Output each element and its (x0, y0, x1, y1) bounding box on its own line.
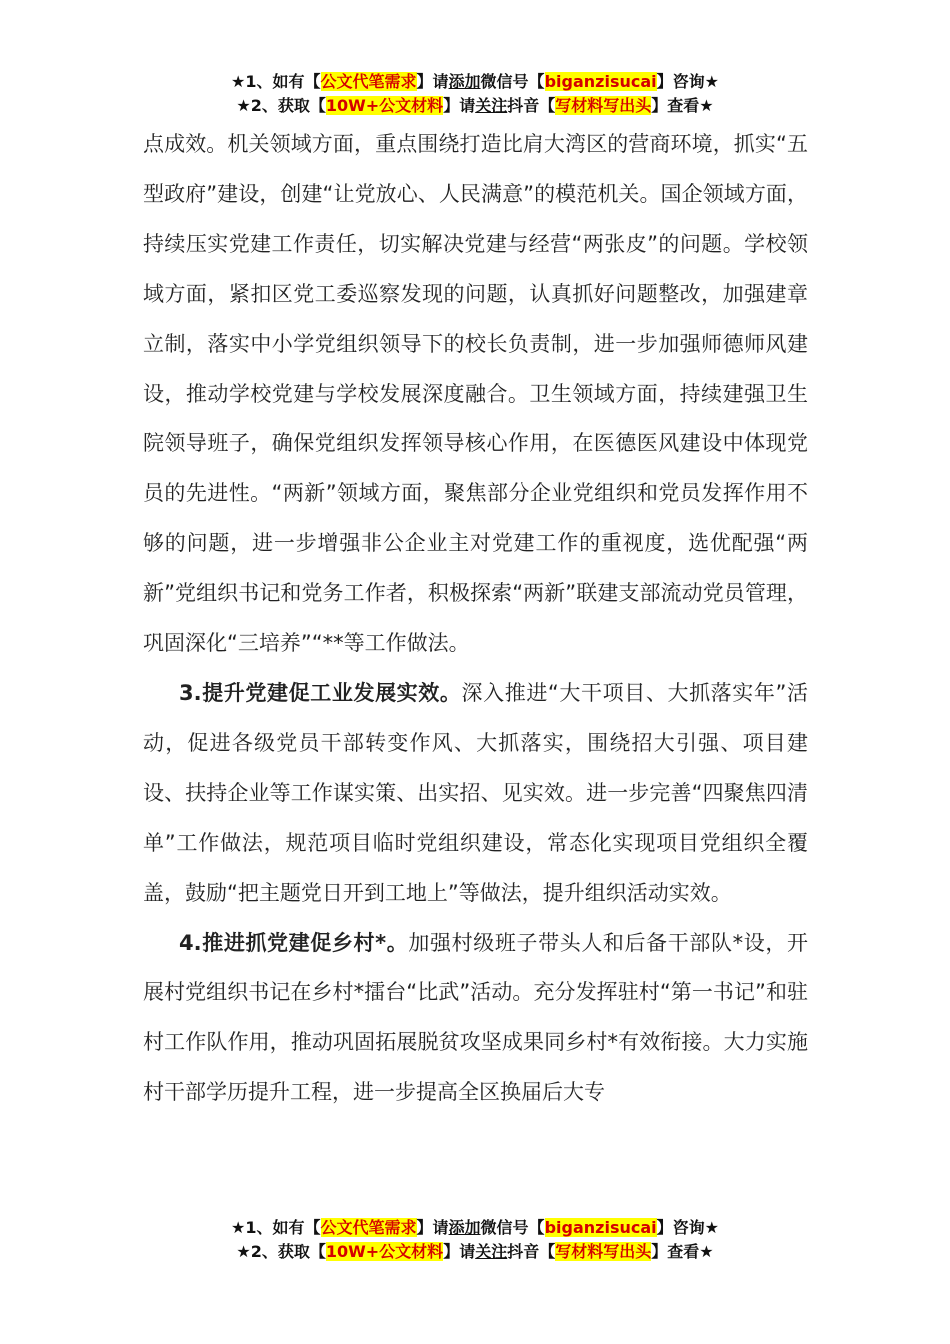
banner-text: ★1、如有【 (231, 72, 321, 91)
highlight-douyin-account: 写材料写出头 (555, 96, 652, 115)
banner-line-2 (0, 94, 950, 118)
banner-text: 】咨询★ (656, 1218, 719, 1237)
banner-line-1 (0, 1216, 950, 1240)
banner-underlined-text: 关注 (475, 96, 508, 115)
banner-underlined-text: 关注 (475, 1242, 508, 1261)
document-body (143, 120, 808, 1118)
paragraph-industry (143, 669, 808, 919)
banner-text: ★1、如有【 (231, 1218, 321, 1237)
paragraph-continuation: 点成效。机关领域方面，重点围绕打造比肩大湾区的营商环境，抓实“五型政府”建设，创建“让党放心、人民满意”的模范机关。国企领域方面，持续压实党建工作责任，切实解决党建与经营“两张皮”的问题。学校领域方面，紧扣区党工委巡察发现的问题，认真抓好问题整改，加强建章立制，落实中小学党组织领导下的校长负责制，进一步加强师德师风建设，推动学校党建与学校发展深度融合。卫生领域方面，持续建强卫生院领导班子，确保党组织发挥领导核心作用，在医德医风建设中体现党员的先进性。“两新”领域方面，聚焦部分企业党组织和党员发挥作用不够的问题，进一步增强非公企业主对党建工作的重视度，选优配强“两新”党组织书记和党务工作者，积极探索“两新”联建支部流动党员管理，巩固深化“三培养”“**等工作做法。 (143, 132, 808, 656)
highlight-materials: 10W+公文材料 (325, 96, 444, 115)
highlight-service: 公文代笔需求 (320, 1218, 417, 1237)
paragraph-heading: 3.提升党建促工业发展实效。 (179, 680, 462, 705)
banner-text: 抖音【 (507, 96, 556, 115)
footer-banner (0, 1216, 950, 1264)
highlight-service: 公文代笔需求 (320, 72, 417, 91)
banner-text: 】查看★ (651, 96, 714, 115)
banner-text: 】请 (416, 1218, 449, 1237)
banner-line-2 (0, 1240, 950, 1264)
banner-text: 】咨询★ (656, 72, 719, 91)
banner-text: 】请 (443, 1242, 476, 1261)
banner-text: ★2、获取【 (236, 1242, 326, 1261)
paragraph-rural (143, 919, 808, 1119)
paragraph-text: 加强村级班子带头人和后备干部队*设，开展村党组织书记在乡村*擂台“比武”活动。充分发挥驻村“第一书记”和驻村工作队作用，推动巩固拓展脱贫攻坚成果同乡村*有效衔接。大力实施村干部学历提升工程，进一步提高全区换届后大专 (143, 930, 808, 1105)
banner-text: 】查看★ (651, 1242, 714, 1261)
banner-underlined-text: 添加 (448, 1218, 481, 1237)
banner-text: 】请 (416, 72, 449, 91)
highlight-wechat-id: biganzisucai (544, 1218, 657, 1237)
paragraph-heading: 4.推进抓党建促乡村*。 (179, 930, 409, 955)
highlight-wechat-id: biganzisucai (544, 72, 657, 91)
banner-text: ★2、获取【 (236, 96, 326, 115)
banner-text: 微信号【 (480, 1218, 545, 1237)
banner-text: 抖音【 (507, 1242, 556, 1261)
paragraph-text: 深入推进“大干项目、大抓落实年”活动，促进各级党员干部转变作风、大抓落实，围绕招大引强、项目建设、扶持企业等工作谋实策、出实招、见实效。进一步完善“四聚焦四清单”工作做法，规范项目临时党组织建设，常态化实现项目党组织全覆盖，鼓励“把主题党日开到工地上”等做法，提升组织活动实效。 (143, 680, 808, 905)
header-banner (0, 70, 950, 118)
banner-text: 微信号【 (480, 72, 545, 91)
banner-text: 】请 (443, 96, 476, 115)
banner-line-1 (0, 70, 950, 94)
banner-underlined-text: 添加 (448, 72, 481, 91)
highlight-douyin-account: 写材料写出头 (555, 1242, 652, 1261)
highlight-materials: 10W+公文材料 (325, 1242, 444, 1261)
